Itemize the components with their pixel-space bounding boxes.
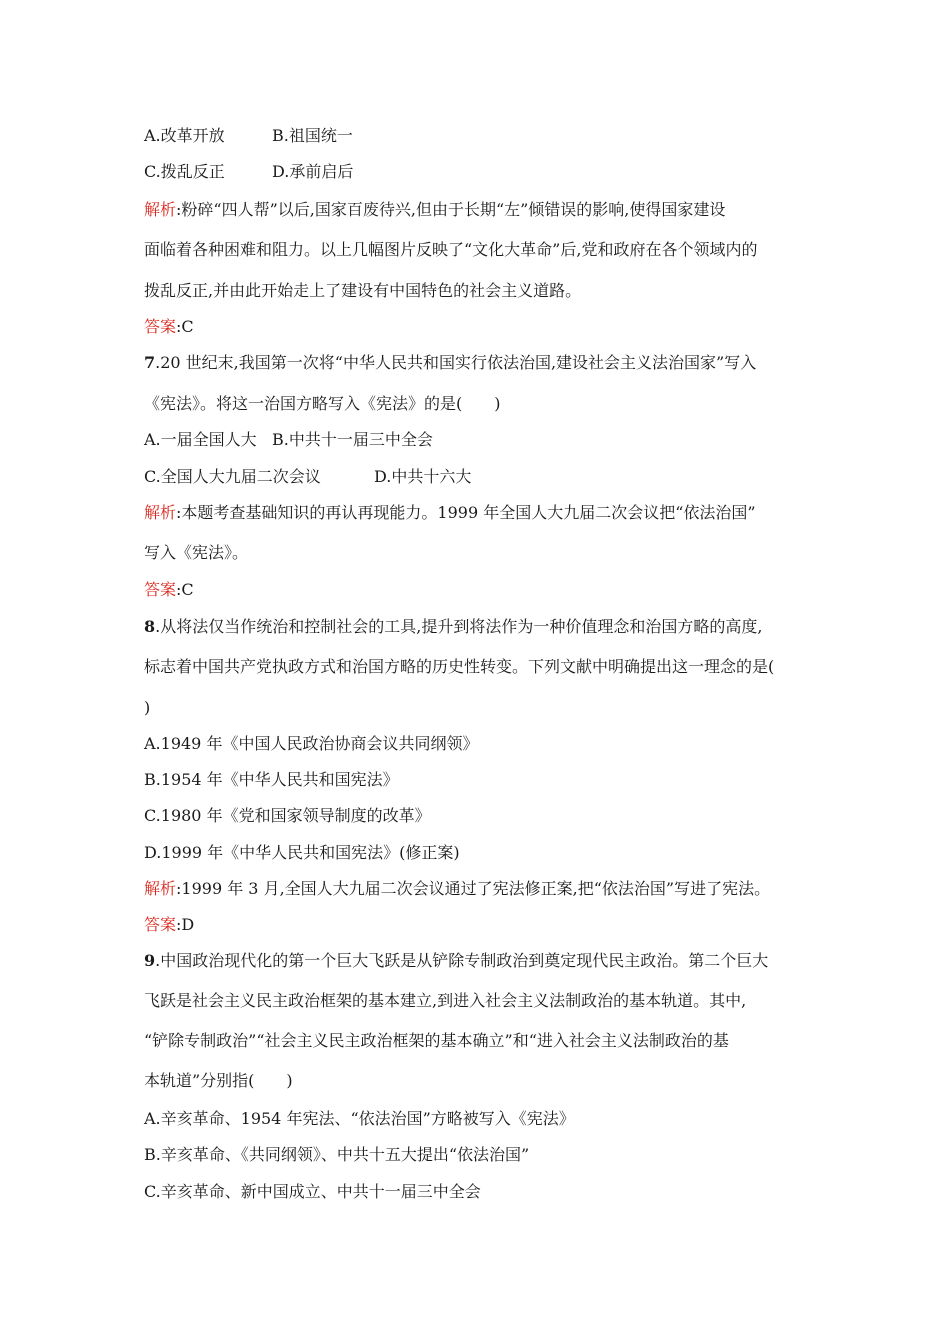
q7-analysis-line-1: 解析:本题考查基础知识的再认再现能力。1999 年全国人大九届二次会议把“依法治国” (144, 503, 756, 522)
q6-analysis-label: 解析 (144, 200, 177, 219)
q7-stem-line-1: 7.20 世纪末,我国第一次将“中华人民共和国实行依法治国,建设社会主义法治国家”写入 (144, 353, 757, 372)
q7-answer-label: 答案 (144, 580, 177, 599)
q8-analysis-line-1: 解析:1999 年 3 月,全国人大九届二次会议通过了宪法修正案,把“依法治国”写进了宪法。 (144, 879, 771, 898)
q7-option-a: A.一届全国人大 (144, 430, 257, 449)
q8-option-a: A.1949 年《中国人民政治协商会议共同纲领》 (144, 734, 479, 753)
q9-stem-line-2: 飞跃是社会主义民主政治框架的基本建立,到进入社会主义法制政治的基本轨道。其中, (144, 991, 747, 1010)
q6-option-a: A.改革开放 (144, 126, 225, 145)
q6-answer (144, 317, 814, 337)
q6-option-c: C.拨乱反正 (144, 162, 225, 181)
q8-stem-line-2: 标志着中国共产党执政方式和治国方略的历史性转变。下列文献中明确提出这一理念的是( (144, 657, 775, 676)
q8-stem-line-1: 8.从将法仅当作统治和控制社会的工具,提升到将法作为一种价值理念和治国方略的高度, (144, 617, 763, 636)
q8-answer-label: 答案 (144, 915, 177, 934)
q6-option-b: B.祖国统一 (272, 126, 353, 145)
q7-analysis-line-2: 写入《宪法》。 (144, 543, 249, 562)
q9-option-c: C.辛亥革命、新中国成立、中共十一届三中全会 (144, 1182, 481, 1201)
q6-analysis-line-1: 解析:粉碎“四人帮”以后,国家百废待兴,但由于长期“左”倾错误的影响,使得国家建设 (144, 200, 726, 219)
q8-number: 8 (144, 617, 156, 636)
q8-stem-line-3: ) (144, 698, 151, 717)
q9-stem-line-4: 本轨道”分别指( ) (144, 1071, 293, 1090)
q7-number: 7 (144, 353, 156, 372)
q6-answer-value: :C (176, 317, 194, 336)
q6-answer-label: 答案 (144, 317, 177, 336)
q8-answer (144, 915, 814, 935)
q9-number: 9 (144, 951, 156, 970)
q6-option-d: D.承前启后 (272, 162, 354, 181)
q7-option-row-2 (144, 467, 814, 487)
q8-answer-value: :D (176, 915, 195, 934)
q9-stem-line-3: “铲除专制政治”“社会主义民主政治框架的基本确立”和“进入社会主义法制政治的基 (144, 1031, 729, 1050)
q7-answer-value: :C (176, 580, 194, 599)
q7-stem-line-2: 《宪法》。将这一治国方略写入《宪法》的是( ) (144, 394, 501, 413)
q8-analysis-label: 解析 (144, 879, 177, 898)
q7-answer (144, 580, 814, 600)
q6-option-row-2 (144, 162, 814, 182)
q7-option-b: B.中共十一届三中全会 (272, 430, 433, 449)
q9-stem-line-1: 9.中国政治现代化的第一个巨大飞跃是从铲除专制政治到奠定现代民主政治。第二个巨大 (144, 951, 769, 970)
q6-analysis-line-2: 面临着各种困难和阻力。以上几幅图片反映了“文化大革命”后,党和政府在各个领域内的 (144, 240, 758, 259)
q6-option-row-1 (144, 126, 814, 146)
q7-option-c: C.全国人大九届二次会议 (144, 467, 321, 486)
q8-option-b: B.1954 年《中华人民共和国宪法》 (144, 770, 399, 789)
q8-option-d: D.1999 年《中华人民共和国宪法》(修正案) (144, 843, 460, 862)
q9-option-a: A.辛亥革命、1954 年宪法、“依法治国”方略被写入《宪法》 (144, 1109, 575, 1128)
q7-analysis-label: 解析 (144, 503, 177, 522)
q9-option-b: B.辛亥革命、《共同纲领》、中共十五大提出“依法治国” (144, 1145, 530, 1164)
q7-option-d: D.中共十六大 (374, 467, 472, 486)
q8-option-c: C.1980 年《党和国家领导制度的改革》 (144, 806, 431, 825)
q6-analysis-line-3: 拨乱反正,并由此开始走上了建设有中国特色的社会主义道路。 (144, 281, 582, 300)
q7-option-row-1 (144, 430, 814, 450)
